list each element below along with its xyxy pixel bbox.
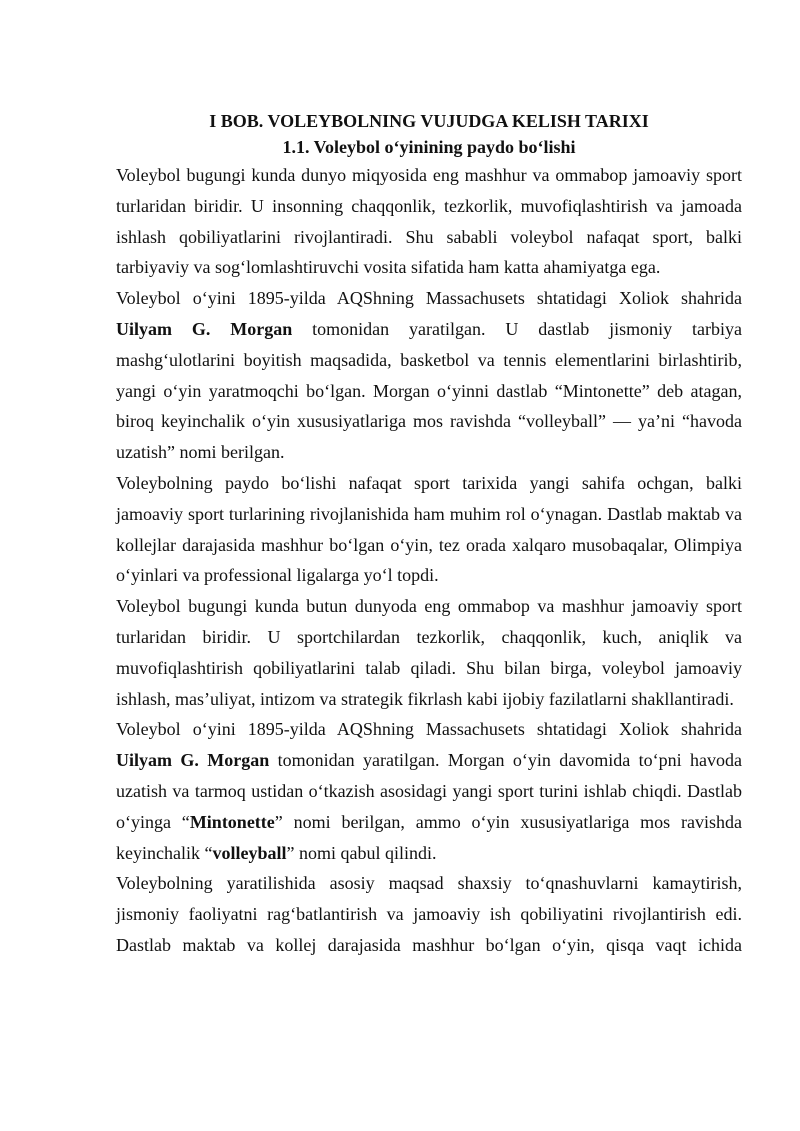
paragraph-1: Voleybol bugungi kunda dunyo miqyosida eng mashhur va ommabop jamoaviy sport turlaridan biridir. U insonning chaqqonlik, tezkorlik, muvofiqlashtirish va jamoada ishlash qobiliyatlarini rivojlantiradi. Shu sababli voleybol nafaqat sport, balki tarbiyaviy va sog‘lomlashtiruvchi vosita sifatida ham katta ahamiyatga ega. [116,165,742,278]
paragraph-5-text-mid2: ” nomi berilgan, ammo o‘yin xususiyatlariga mos ravishda keyinchalik “ [116,811,742,863]
paragraph-2-text-before: Voleybol o‘yini 1895-yilda AQShning Massachusets shtatidagi Xoliok shahrida [116,288,742,309]
chapter-title: I BOB. VOLEYBOLNING VUJUDGA KELISH TARIXI [209,111,649,131]
section-title: 1.1. Voleybol o‘yinining paydo bo‘lishi [282,137,576,157]
document-page [116,108,742,961]
paragraph-4: Voleybol bugungi kunda butun dunyoda eng ommabop va mashhur jamoaviy sport turlaridan biridir. U sportchilardan tezkorlik, chaqqonlik, kuch, aniqlik va muvofiqlashtirish qobiliyatlarini talab qiladi. Shu bilan birga, voleybol jamoaviy ishlash, mas’uliyat, intizom va strategik fikrlash kabi ijobiy fazilatlarni shakllantiradi. [116,596,742,709]
paragraph-5-bold-mintonette: Mintonette [189,811,275,832]
paragraph-5-text-after: ” nomi qabul qilindi. [286,842,437,863]
paragraph-2 [116,283,742,468]
paragraph-2-bold-name: Uilyam G. Morgan [116,318,293,339]
paragraph-5-text-mid1: tomonidan yaratilgan. Morgan o‘yin davomida to‘pni havoda uzatish va tarmoq ustidan o‘tkazish asosidagi yangi sport turini ishlab chiqdi. Dastlab o‘yinga “ [116,750,742,832]
paragraph-5-bold-volleyball: volleyball [212,842,287,863]
paragraph-6: Voleybolning yaratilishida asosiy maqsad shaxsiy to‘qnashuvlarni kamaytirish, jismoniy faoliyatni rag‘batlantirish va jamoaviy ish qobiliyatini rivojlantirish edi. Dastlab maktab va kollej darajasida mashhur bo‘lgan o‘yin, qisqa vaqt ichida [116,873,742,955]
paragraph-5-text-before: Voleybol o‘yini 1895-yilda AQShning Massachusets shtatidagi Xoliok shahrida [116,719,742,740]
paragraph-5 [116,714,742,868]
paragraph-3: Voleybolning paydo bo‘lishi nafaqat sport tarixida yangi sahifa ochgan, balki jamoaviy sport turlarining rivojlanishida ham muhim rol o‘ynagan. Dastlab maktab va kollejlar darajasida mashhur bo‘lgan o‘yin, tez orada xalqaro musobaqalar, Olimpiya o‘yinlari va professional ligalarga yo‘l topdi. [116,472,742,586]
paragraph-2-text-after: tomonidan yaratilgan. U dastlab jismoniy tarbiya mashg‘ulotlarini boyitish maqsadida, basketbol va tennis elementlarini birlashtirib, yangi o‘yin yaratmoqchi bo‘lgan. Morgan o‘yinni dastlab “Mintonette” deb atagan, biroq keyinchalik o‘yin xususiyatlariga mos ravishda “volleyball” — ya’ni “havoda uzatish” nomi berilgan. [116,318,742,463]
paragraph-5-bold-name: Uilyam G. Morgan [116,750,270,771]
